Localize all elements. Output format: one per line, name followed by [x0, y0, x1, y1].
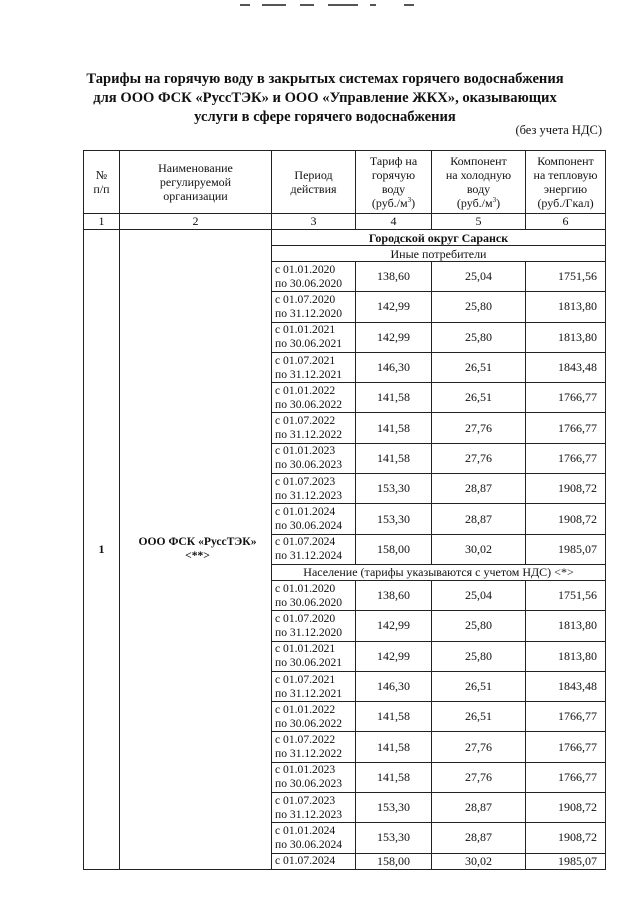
header-organization: Наименование регулируемой организации — [120, 151, 272, 214]
district-row — [84, 230, 606, 246]
heat-energy-value: 1843,48 — [526, 352, 606, 382]
heat-energy-value: 1766,77 — [526, 413, 606, 443]
tariff-value: 138,60 — [356, 580, 432, 610]
cold-water-value: 28,87 — [432, 474, 526, 504]
period-cell — [272, 504, 356, 534]
tariff-value: 153,30 — [356, 504, 432, 534]
row-number: 1 — [84, 230, 120, 870]
period-cell — [272, 762, 356, 792]
heat-energy-value: 1813,80 — [526, 292, 606, 322]
period-from: с 01.01.2023 — [275, 444, 336, 458]
period-to: по 31.12.2021 — [275, 686, 343, 700]
period-cell — [272, 262, 356, 292]
heat-energy-value: 1766,77 — [526, 383, 606, 413]
tariff-value: 153,30 — [356, 793, 432, 823]
cold-water-value: 25,80 — [432, 611, 526, 641]
cold-water-value: 27,76 — [432, 443, 526, 473]
heat-energy-value: 1908,72 — [526, 793, 606, 823]
organization-line: <**> — [185, 549, 210, 563]
column-number-row — [84, 214, 606, 230]
header-cold-water: Компонент на холодную воду $(руб./м^3)$ — [432, 151, 526, 214]
heat-energy-value: 1843,48 — [526, 671, 606, 701]
period-cell — [272, 732, 356, 762]
period-from: с 01.01.2023 — [275, 763, 336, 777]
cold-water-value: 28,87 — [432, 823, 526, 853]
consumer-group-label: Население (тарифы указываются с учетом НДС) <*> — [272, 564, 606, 580]
period-to: по 31.12.2022 — [275, 747, 343, 761]
period-cell — [272, 443, 356, 473]
heat-energy-value: 1751,56 — [526, 262, 606, 292]
cold-water-value: 25,04 — [432, 262, 526, 292]
header-tariff: Тариф на горячую воду $(руб./м^3)$ — [356, 151, 432, 214]
period-cell — [272, 611, 356, 641]
district-label: Городской округ Саранск — [272, 230, 606, 246]
tariff-value: 138,60 — [356, 262, 432, 292]
cold-water-value: 28,87 — [432, 793, 526, 823]
period-from: с 01.07.2024 — [272, 853, 356, 869]
tariff-value: 141,58 — [356, 383, 432, 413]
heat-energy-value: 1766,77 — [526, 762, 606, 792]
tariff-value: 146,30 — [356, 671, 432, 701]
period-to: по 31.12.2022 — [275, 428, 343, 442]
period-cell — [272, 534, 356, 564]
tariff-value: 146,30 — [356, 352, 432, 382]
tariff-value: 142,99 — [356, 641, 432, 671]
title-line: Тарифы на горячую воду в закрытых системах горячего водоснабжения — [86, 71, 564, 87]
period-cell — [272, 413, 356, 443]
period-from: с 01.01.2021 — [275, 642, 336, 656]
tariff-value: 158,00 — [356, 534, 432, 564]
column-number: 5 — [432, 214, 526, 230]
heat-energy-value: 1813,80 — [526, 611, 606, 641]
header-heat-energy: Компонент на тепловую энергию (руб./Гкал) — [526, 151, 606, 214]
period-to: по 31.12.2024 — [275, 549, 343, 563]
tariff-value: 142,99 — [356, 292, 432, 322]
tariff-value: 142,99 — [356, 322, 432, 352]
cold-water-value: 26,51 — [432, 383, 526, 413]
heat-energy-value: 1766,77 — [526, 702, 606, 732]
period-from: с 01.01.2022 — [275, 383, 336, 397]
period-to: по 30.06.2024 — [275, 837, 343, 851]
tariff-value: 141,58 — [356, 443, 432, 473]
cold-water-value: 25,80 — [432, 641, 526, 671]
period-cell — [272, 580, 356, 610]
period-to: по 30.06.2020 — [275, 595, 343, 609]
period-cell — [272, 793, 356, 823]
period-from: с 01.07.2023 — [275, 793, 336, 807]
period-from: с 01.07.2021 — [275, 672, 336, 686]
column-number: 6 — [526, 214, 606, 230]
title-line: для ООО ФСК «РуссТЭК» и ООО «Управление ЖКХ», оказывающих — [93, 90, 557, 106]
period-from: с 01.07.2021 — [275, 353, 336, 367]
column-number: 4 — [356, 214, 432, 230]
period-cell — [272, 292, 356, 322]
document-title — [60, 70, 590, 127]
tariff-value: 141,58 — [356, 762, 432, 792]
cold-water-value: 30,02 — [432, 534, 526, 564]
organization-name — [120, 230, 272, 870]
scan-artifact-marks — [240, 4, 420, 10]
tariff-value: 141,58 — [356, 702, 432, 732]
cold-water-value: 25,04 — [432, 580, 526, 610]
period-from: с 01.07.2022 — [275, 733, 336, 747]
heat-energy-value: 1985,07 — [526, 853, 606, 869]
period-cell — [272, 474, 356, 504]
cold-water-value: 27,76 — [432, 732, 526, 762]
heat-energy-value: 1908,72 — [526, 823, 606, 853]
period-from: с 01.01.2022 — [275, 702, 336, 716]
tariff-table — [83, 150, 606, 870]
tariff-value: 142,99 — [356, 611, 432, 641]
period-from: с 01.01.2020 — [275, 262, 336, 276]
header-row — [84, 151, 606, 214]
heat-energy-value: 1985,07 — [526, 534, 606, 564]
period-to: по 31.12.2021 — [275, 367, 343, 381]
period-from: с 01.01.2024 — [275, 505, 336, 519]
cold-water-value: 28,87 — [432, 504, 526, 534]
tariff-value: 141,58 — [356, 413, 432, 443]
period-from: с 01.01.2020 — [275, 581, 336, 595]
heat-energy-value: 1813,80 — [526, 641, 606, 671]
table-body — [84, 230, 606, 870]
heat-energy-value: 1813,80 — [526, 322, 606, 352]
cold-water-value: 25,80 — [432, 322, 526, 352]
cold-water-value: 27,76 — [432, 413, 526, 443]
vat-note: (без учета НДС) — [515, 123, 602, 137]
header-num: № п/п — [84, 151, 120, 214]
column-number: 1 — [84, 214, 120, 230]
tariff-value: 141,58 — [356, 732, 432, 762]
period-to: по 30.06.2020 — [275, 276, 343, 290]
period-to: по 31.12.2023 — [275, 488, 343, 502]
period-to: по 30.06.2023 — [275, 777, 343, 791]
period-cell — [272, 702, 356, 732]
tariff-value: 158,00 — [356, 853, 432, 869]
cold-water-value: 27,76 — [432, 762, 526, 792]
period-from: с 01.07.2022 — [275, 414, 336, 428]
cold-water-value: 26,51 — [432, 671, 526, 701]
consumer-group-label: Иные потребители — [272, 246, 606, 262]
period-cell — [272, 383, 356, 413]
tariff-value: 153,30 — [356, 474, 432, 504]
column-number: 2 — [120, 214, 272, 230]
period-from: с 01.07.2024 — [275, 535, 336, 549]
period-to: по 30.06.2024 — [275, 519, 343, 533]
cold-water-value: 25,80 — [432, 292, 526, 322]
period-cell — [272, 352, 356, 382]
period-cell — [272, 322, 356, 352]
tariff-value: 153,30 — [356, 823, 432, 853]
period-from: с 01.07.2023 — [275, 474, 336, 488]
heat-energy-value: 1766,77 — [526, 443, 606, 473]
period-to: по 30.06.2021 — [275, 656, 343, 670]
cold-water-value: 30,02 — [432, 853, 526, 869]
period-to: по 30.06.2022 — [275, 397, 343, 411]
period-to: по 30.06.2022 — [275, 716, 343, 730]
cold-water-value: 26,51 — [432, 352, 526, 382]
header-period: Период действия — [272, 151, 356, 214]
period-cell — [272, 641, 356, 671]
heat-energy-value: 1751,56 — [526, 580, 606, 610]
period-from: с 01.07.2020 — [275, 292, 336, 306]
period-to: по 30.06.2023 — [275, 458, 343, 472]
column-number: 3 — [272, 214, 356, 230]
period-cell — [272, 823, 356, 853]
period-to: по 31.12.2023 — [275, 807, 343, 821]
period-to: по 31.12.2020 — [275, 625, 343, 639]
period-from: с 01.01.2021 — [275, 323, 336, 337]
period-from: с 01.01.2024 — [275, 823, 336, 837]
heat-energy-value: 1766,77 — [526, 732, 606, 762]
period-to: по 30.06.2021 — [275, 337, 343, 351]
period-from: с 01.07.2020 — [275, 611, 336, 625]
period-to: по 31.12.2020 — [275, 306, 343, 320]
period-cell — [272, 671, 356, 701]
cold-water-value: 26,51 — [432, 702, 526, 732]
heat-energy-value: 1908,72 — [526, 474, 606, 504]
organization-line: ООО ФСК «РуссТЭК» — [138, 535, 257, 549]
heat-energy-value: 1908,72 — [526, 504, 606, 534]
title-line: услуги в сфере горячего водоснабжения — [194, 109, 456, 125]
